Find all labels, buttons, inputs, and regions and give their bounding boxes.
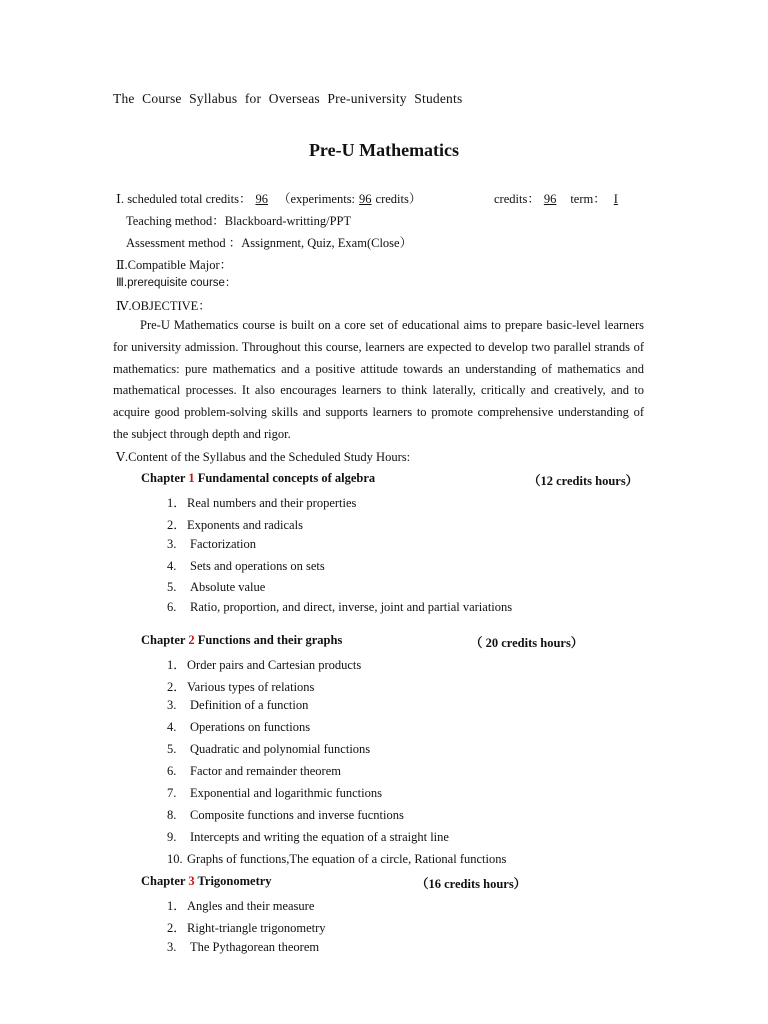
list-item: 1．Real numbers and their properties [167, 496, 357, 510]
chapter-heading [141, 633, 584, 650]
course-title: Pre-U Mathematics [308, 140, 460, 160]
list-item: 3. Factorization [167, 537, 256, 551]
list-item: 7. Exponential and logarithmic functions [167, 786, 382, 800]
list-item: 2．Various types of relations [167, 680, 315, 694]
chapter-hours: （12 credits hours） [528, 474, 639, 488]
objective-heading: Ⅳ.OBJECTIVE： [116, 299, 211, 313]
prerequisite-course: Ⅲ.prerequisite course： [116, 277, 237, 289]
credits-value: 96 [543, 192, 557, 206]
objective-paragraph [113, 315, 644, 446]
chapter-hours: （ 20 credits hours） [470, 636, 584, 650]
experiments-suffix: credits） [375, 192, 422, 206]
chapter-heading [141, 471, 639, 488]
credits-label: credits： [494, 192, 540, 206]
list-item: 2．Exponents and radicals [167, 518, 303, 532]
list-item: 1．Order pairs and Cartesian products [167, 658, 362, 672]
chapter-title: Functions and their graphs [194, 633, 343, 647]
experiments-value: 96 [359, 192, 372, 206]
chapter-heading [141, 874, 527, 891]
chapter-prefix: Chapter [141, 874, 189, 888]
list-item: 1．Angles and their measure [167, 899, 315, 913]
compatible-major: Ⅱ.Compatible Major： [116, 258, 233, 272]
credits-line [116, 189, 421, 207]
chapter-number: 2 [188, 633, 195, 647]
list-item: 9. Intercepts and writing the equation of a straight line [167, 830, 449, 844]
section-1-label: Ⅰ. scheduled total credits： [116, 192, 252, 206]
list-item: 4. Sets and operations on sets [167, 559, 325, 573]
chapter-hours: （16 credits hours） [416, 877, 527, 891]
chapter-title: Fundamental concepts of algebra [194, 471, 376, 485]
chapter-number: 3 [188, 874, 195, 888]
document-title: The Course Syllabus for Overseas Pre-university Students [113, 91, 463, 106]
total-credits-value: 96 [255, 192, 268, 206]
term-value: I [613, 192, 618, 206]
list-item: 2．Right-triangle trigonometry [167, 921, 326, 935]
objective-text: Pre-U Mathematics course is built on a core set of educational aims to prepare basic-level learners for university admission. Throughout this course, learners are expected to develop two parallel strands of mathematics: pure mathematics and a positive attitude towards an understanding of mathematics and mathematical processes. It also encourages learners to think laterally, critically and creatively, and to acquire good problem-solving skills and supports learners to promote comprehensive understanding of the subject through depth and rigor. [113, 318, 644, 441]
list-item: 10. Graphs of functions,The equation of a circle, Rational functions [167, 852, 507, 866]
chapter-title: Trigonometry [194, 874, 272, 888]
credits-term-line [494, 189, 626, 207]
chapter-number: 1 [188, 471, 195, 485]
list-item: 6. Factor and remainder theorem [167, 764, 341, 778]
chapter-prefix: Chapter [141, 633, 189, 647]
assessment-method: Assessment method ：Assignment, Quiz, Exam(Close） [126, 236, 413, 250]
list-item: 8. Composite functions and inverse fucntions [167, 808, 404, 822]
teaching-method: Teaching method：Blackboard-writting/PPT [126, 214, 352, 228]
chapter-prefix: Chapter [141, 471, 189, 485]
experiments-label: （experiments: [277, 192, 356, 206]
list-item: 5. Absolute value [167, 580, 266, 594]
term-label: term： [570, 192, 606, 206]
list-item: 5. Quadratic and polynomial functions [167, 742, 371, 756]
list-item: 4. Operations on functions [167, 720, 311, 734]
list-item: 3. The Pythagorean theorem [167, 940, 320, 954]
list-item: 3. Definition of a function [167, 698, 309, 712]
list-item: 6. Ratio, proportion, and direct, inverse, joint and partial variations [167, 600, 513, 614]
content-heading: Ⅴ.Content of the Syllabus and the Scheduled Study Hours: [116, 450, 411, 464]
